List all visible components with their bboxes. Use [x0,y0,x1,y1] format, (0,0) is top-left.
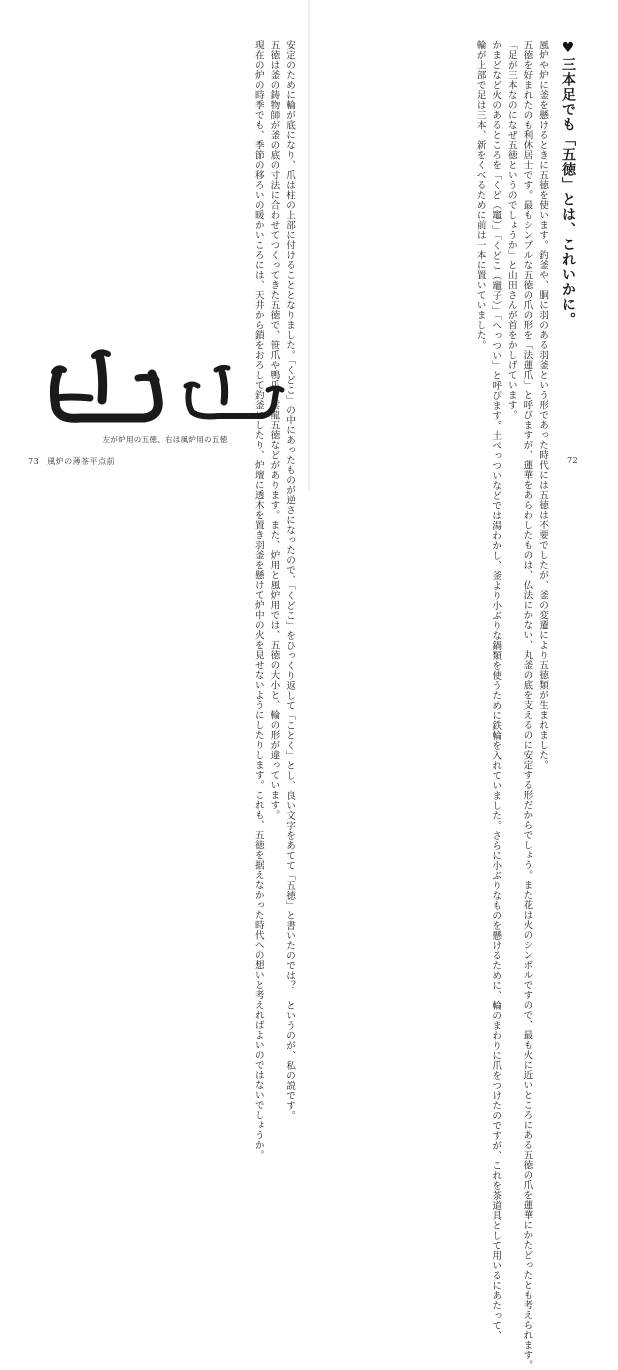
right-folio [567,456,578,465]
right-page-body [338,40,550,1370]
right-paragraph-3: 「足が三本なのになぜ五徳というのでしょうか」と山田さんが首をかしげています。 [505,40,517,420]
right-paragraph-1: 風炉や炉に釜を懸けるときに五徳を使います。釣釜や、胴に羽のある羽釜という形であった時代には五徳は不要でしたが、釜の変遷により五徳類が生まれました。 [537,40,548,770]
right-paragraph-4: かまどなど火のあるところを「くど（竈）」「くどこ（竈子）」「へっつい」と呼びます。土べっついなどでは湯わかし、釜より小ぶりな鍋類を使うために鉄輪を入れていました。さらに小ぶりなものを懸けるために、輪のまわりに爪をつけたのですが、これを茶道具として用いるにあたって、 [490,40,502,1341]
ro-gotoku-icon [54,352,158,418]
right-paragraph-2: 五徳を好まれたのも利休居士です。最もシンプルな五徳の爪の形を「法蓮爪」と呼びますが、蓮華をあらわしたものは、仏法にかない、丸釜の底を支えるのに安定する形だからでしょう。また花は火のシンボルですので、最も火に近いところにある五徳の爪を蓮華にかたどったとも考えられます。 [521,40,533,1370]
right-paragraph-5: 輪が上部で足は三本、新をくべるために前は一本に置いていました。 [474,40,486,350]
right-page-number: 72 [567,456,579,465]
figure-caption: 左が炉用の五徳、右は風炉用の五徳 [102,435,228,444]
page-gutter [308,0,310,490]
heading-text: 三本足でも「五徳」とは、これいかに。 [560,57,576,327]
running-title: 風炉の薄茶平点前 [47,457,116,466]
left-paragraph-1: 安定のために輪が底になり、爪は柱の上部に付けることとなりました。「くどこ」の中にあったものが逆さになったので、「くどこ」をひっくり返して「ことく」とし、良い文字をあてて「五徳」と書いたのでは？ というのが、私の説です。 [284,40,295,1121]
left-paragraph-3: 現在の炉の時季でも、季節の移ろいの暖かいころには、天井から鎖をおろして釣釜にしたり、炉壇に透木を置き羽釜を懸けて炉中の火を見せないようにしたりします。これも、五徳を据えなかった時代への想いと考えればよいのではないでしょうか。 [252,40,264,1160]
heart-icon: ♥ [560,40,576,57]
furo-gotoku-icon [186,367,282,416]
gotoku-drawing [40,338,290,430]
left-folio [28,456,115,467]
left-paragraph-2: 五徳は釜の鋳物師が釜の底の寸法に合わせてつくってきた五徳で、笹爪や鴨爪、雲龍五徳などがあります。また、炉用と風炉用では、五徳の大小と、輪の形が違っています。 [268,40,280,820]
left-page-number: 73 [28,457,40,466]
section-heading [556,40,578,327]
gotoku-illustration [40,338,290,430]
